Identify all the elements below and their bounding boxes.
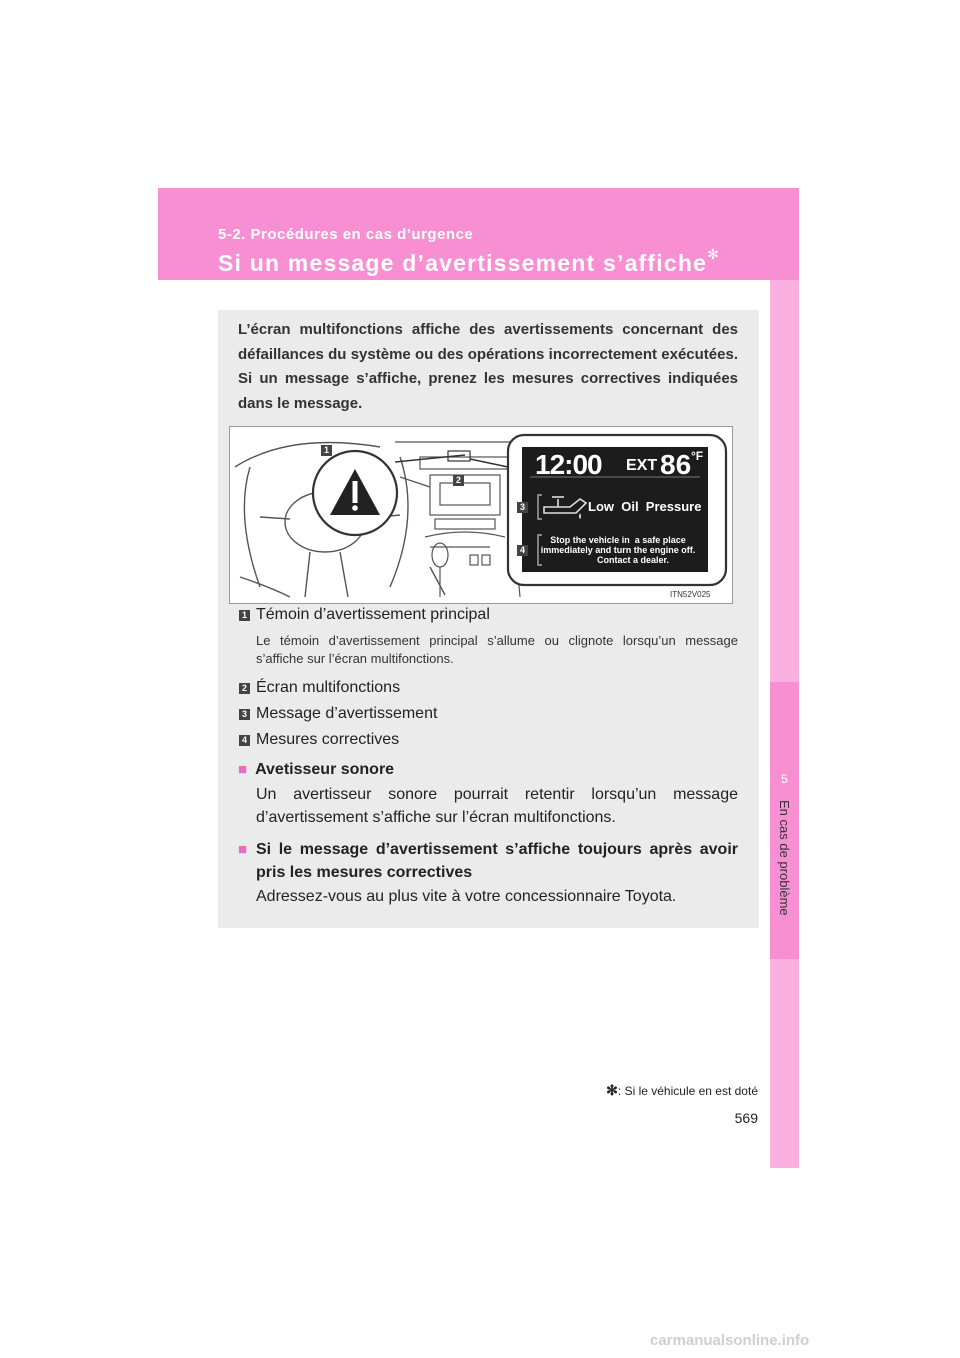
chapter-title: En cas de problème [777, 800, 792, 916]
title-asterisk-mark: ✻ [707, 246, 721, 262]
footnote-text: : Si le véhicule en est doté [617, 1084, 758, 1098]
legend-label-2: Écran multifonctions [256, 679, 401, 696]
temperature-unit: °F [691, 449, 704, 463]
intro-paragraph: L’écran multifonctions affiche des avertissements concernant des défaillances du système ou des opérations incorrectement exécutées. Si un message s’affiche, prenez les mesures correctives indiquées dans le message. [238, 321, 738, 412]
bullet-body-1: Un avertisseur sonore pourrait retentir lorsqu’un message d’avertissement s’affiche sur l’écran multifonctions. [256, 786, 738, 826]
temperature-value: 86 [660, 449, 692, 480]
footnote-asterisk-mark: ✻ [606, 1082, 618, 1098]
watermark: carmanualsonline.info [650, 1332, 810, 1349]
chapter-number: 5 [781, 772, 788, 786]
figure-callout-3: 3 [517, 502, 528, 513]
action-line-1: Stop the vehicle in a safe place [550, 535, 686, 545]
legend-number-4: 4 [239, 735, 250, 746]
action-line-3: Contact a dealer. [596, 555, 670, 565]
ext-label: EXT [626, 457, 658, 474]
dashboard-illustration [229, 426, 733, 604]
legend-item-2 [239, 679, 400, 697]
legend-item-1-note: Le témoin d’avertissement principal s’allume ou clignote lorsqu’un message s’affiche sur l’écran multifonctions. [256, 633, 738, 666]
bullet-body-2: Adressez-vous au plus vite à votre concessionnaire Toyota. [256, 888, 677, 905]
legend-label-1: Témoin d’avertissement principal [256, 606, 490, 623]
bullet-title-1: Avetisseur sonore [255, 761, 395, 778]
legend-number-2: 2 [239, 683, 250, 694]
page-title [218, 246, 721, 277]
section-label: 5-2. Procédures en cas d’urgence [218, 226, 474, 243]
legend-label-4: Mesures correctives [256, 731, 400, 748]
legend-item-3 [239, 705, 437, 723]
clock-display: 12:00 [535, 449, 602, 480]
figure-callout-4: 4 [517, 545, 528, 556]
footnote [596, 1082, 758, 1099]
action-line-2: immediately and turn the engine off. [540, 545, 696, 555]
page-title-text: Si un message d’avertissement s’affiche [218, 250, 708, 276]
legend-number-1: 1 [239, 610, 250, 621]
bullet-title-2: Si le message d’avertissement s’affiche toujours après avoir pris les mesures correctives [256, 841, 738, 881]
figure-code: ITN52V025 [670, 590, 711, 599]
bullet-heading-2 [238, 838, 738, 884]
bullet-heading-1 [238, 758, 738, 781]
legend-item-4 [239, 731, 399, 749]
corrective-action-text [530, 535, 706, 565]
dashboard-drawing [230, 427, 732, 603]
bullet-square-icon: ■ [238, 841, 248, 858]
figure-callout-1: 1 [321, 445, 332, 456]
legend-item-1 [239, 606, 490, 624]
legend-label-3: Message d’avertissement [256, 705, 438, 722]
warning-message-text: Low Oil Pressure [588, 499, 702, 514]
page-number: 569 [734, 1110, 758, 1126]
legend-number-3: 3 [239, 709, 250, 720]
bullet-square-icon: ■ [238, 761, 248, 778]
figure-callout-2: 2 [453, 475, 464, 486]
